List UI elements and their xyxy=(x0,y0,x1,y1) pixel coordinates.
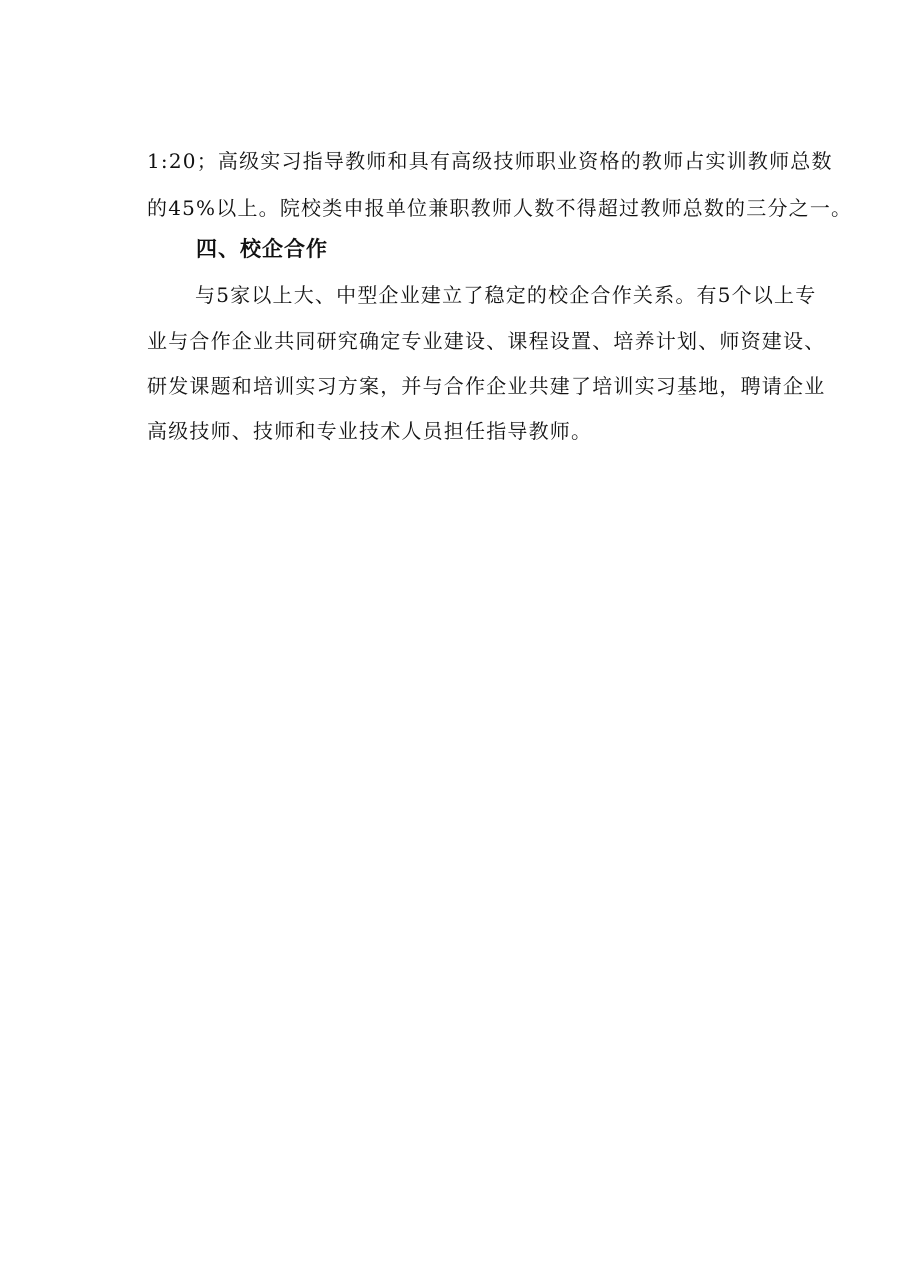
paragraph-line: 的45%以上。院校类申报单位兼职教师人数不得超过教师总数的三分之一。 xyxy=(147,196,853,220)
section-heading: 四、校企合作 xyxy=(196,237,328,261)
paragraph-line: 1:20；高级实习指导教师和具有高级技师职业资格的教师占实训教师总数 xyxy=(147,149,833,173)
paragraph-line: 高级技师、技师和专业技术人员担任指导教师。 xyxy=(147,419,593,443)
paragraph-line: 业与合作企业共同研究确定专业建设、课程设置、培养计划、师资建设、 xyxy=(147,329,826,353)
paragraph-line: 与5家以上大、中型企业建立了稳定的校企合作关系。有5个以上专 xyxy=(195,283,817,307)
paragraph-line: 研发课题和培训实习方案，并与合作企业共建了培训实习基地，聘请企业 xyxy=(147,374,826,398)
